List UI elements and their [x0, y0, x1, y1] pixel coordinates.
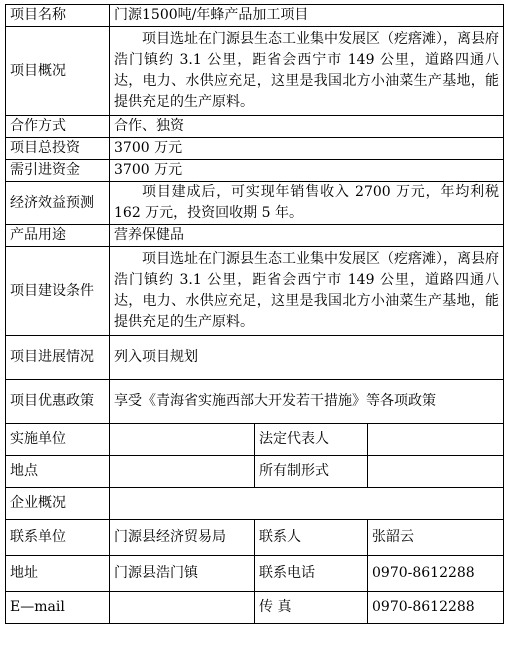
row-total-investment: [6, 138, 504, 160]
legal-representative-label: 法定代表人: [255, 424, 368, 456]
benefit-label: 经济效益预测: [6, 182, 110, 225]
row-overview: [6, 27, 504, 116]
row-project-name: [6, 5, 504, 27]
conditions-label: 项目建设条件: [6, 247, 110, 336]
company-overview-label: 企业概况: [6, 488, 110, 520]
row-contact-unit: [6, 520, 504, 556]
company-overview-value: [110, 488, 504, 520]
phone-label: 联系电话: [255, 556, 368, 592]
total-investment-value: 3700 万元: [110, 138, 504, 160]
place-value: [110, 456, 255, 488]
fax-label: 传 真: [255, 592, 368, 624]
contact-person-label: 联系人: [255, 520, 368, 556]
row-cooperation: [6, 116, 504, 138]
ownership-label: 所有制形式: [255, 456, 368, 488]
implementing-unit-label: 实施单位: [6, 424, 110, 456]
conditions-value: 项目选址在门源县生态工业集中发展区（疙瘩滩），离县府浩门镇约 3.1 公里，距省会西宁市 149 公里，道路四通八达，电力、水供应充足，这里是我国北方小油菜生产基地，能提供充足的生产原料。: [110, 247, 504, 336]
row-place: [6, 456, 504, 488]
row-usage: [6, 225, 504, 247]
implementing-unit-value: [110, 424, 255, 456]
overview-value: 项目选址在门源县生态工业集中发展区（疙瘩滩），离县府浩门镇约 3.1 公里，距省会西宁市 149 公里，道路四通八达，电力、水供应充足，这里是我国北方小油菜生产基地，能提供充足的生产原料。: [110, 27, 504, 116]
fax-value: 0970-8612288: [368, 592, 504, 624]
address-label: 地址: [6, 556, 110, 592]
legal-representative-value: [368, 424, 504, 456]
needed-investment-label: 需引进资金: [6, 160, 110, 182]
cooperation-label: 合作方式: [6, 116, 110, 138]
contact-person-value: 张韶云: [368, 520, 504, 556]
address-value: 门源县浩门镇: [110, 556, 255, 592]
row-implementing-unit: [6, 424, 504, 456]
cooperation-value: 合作、独资: [110, 116, 504, 138]
contact-unit-label: 联系单位: [6, 520, 110, 556]
row-benefit: [6, 182, 504, 225]
usage-value: 营养保健品: [110, 225, 504, 247]
email-value: [110, 592, 255, 624]
overview-label: 项目概况: [6, 27, 110, 116]
row-conditions: [6, 247, 504, 336]
row-company-overview: [6, 488, 504, 520]
policy-value: 享受《青海省实施西部大开发若干措施》等各项政策: [110, 380, 504, 424]
email-label: E—mail: [6, 592, 110, 624]
phone-value: 0970-8612288: [368, 556, 504, 592]
needed-investment-value: 3700 万元: [110, 160, 504, 182]
row-policy: [6, 380, 504, 424]
project-info-table: [5, 4, 504, 624]
progress-label: 项目进展情况: [6, 336, 110, 380]
ownership-value: [368, 456, 504, 488]
contact-unit-value: 门源县经济贸易局: [110, 520, 255, 556]
row-needed-investment: [6, 160, 504, 182]
place-label: 地点: [6, 456, 110, 488]
policy-label: 项目优惠政策: [6, 380, 110, 424]
row-progress: [6, 336, 504, 380]
project-name-value: 门源1500吨/年蜂产品加工项目: [110, 5, 504, 27]
project-name-label: 项目名称: [6, 5, 110, 27]
usage-label: 产品用途: [6, 225, 110, 247]
benefit-value: 项目建成后，可实现年销售收入 2700 万元，年均利税 162 万元，投资回收期 5 年。: [110, 182, 504, 225]
row-email: [6, 592, 504, 624]
row-address: [6, 556, 504, 592]
total-investment-label: 项目总投资: [6, 138, 110, 160]
progress-value: 列入项目规划: [110, 336, 504, 380]
